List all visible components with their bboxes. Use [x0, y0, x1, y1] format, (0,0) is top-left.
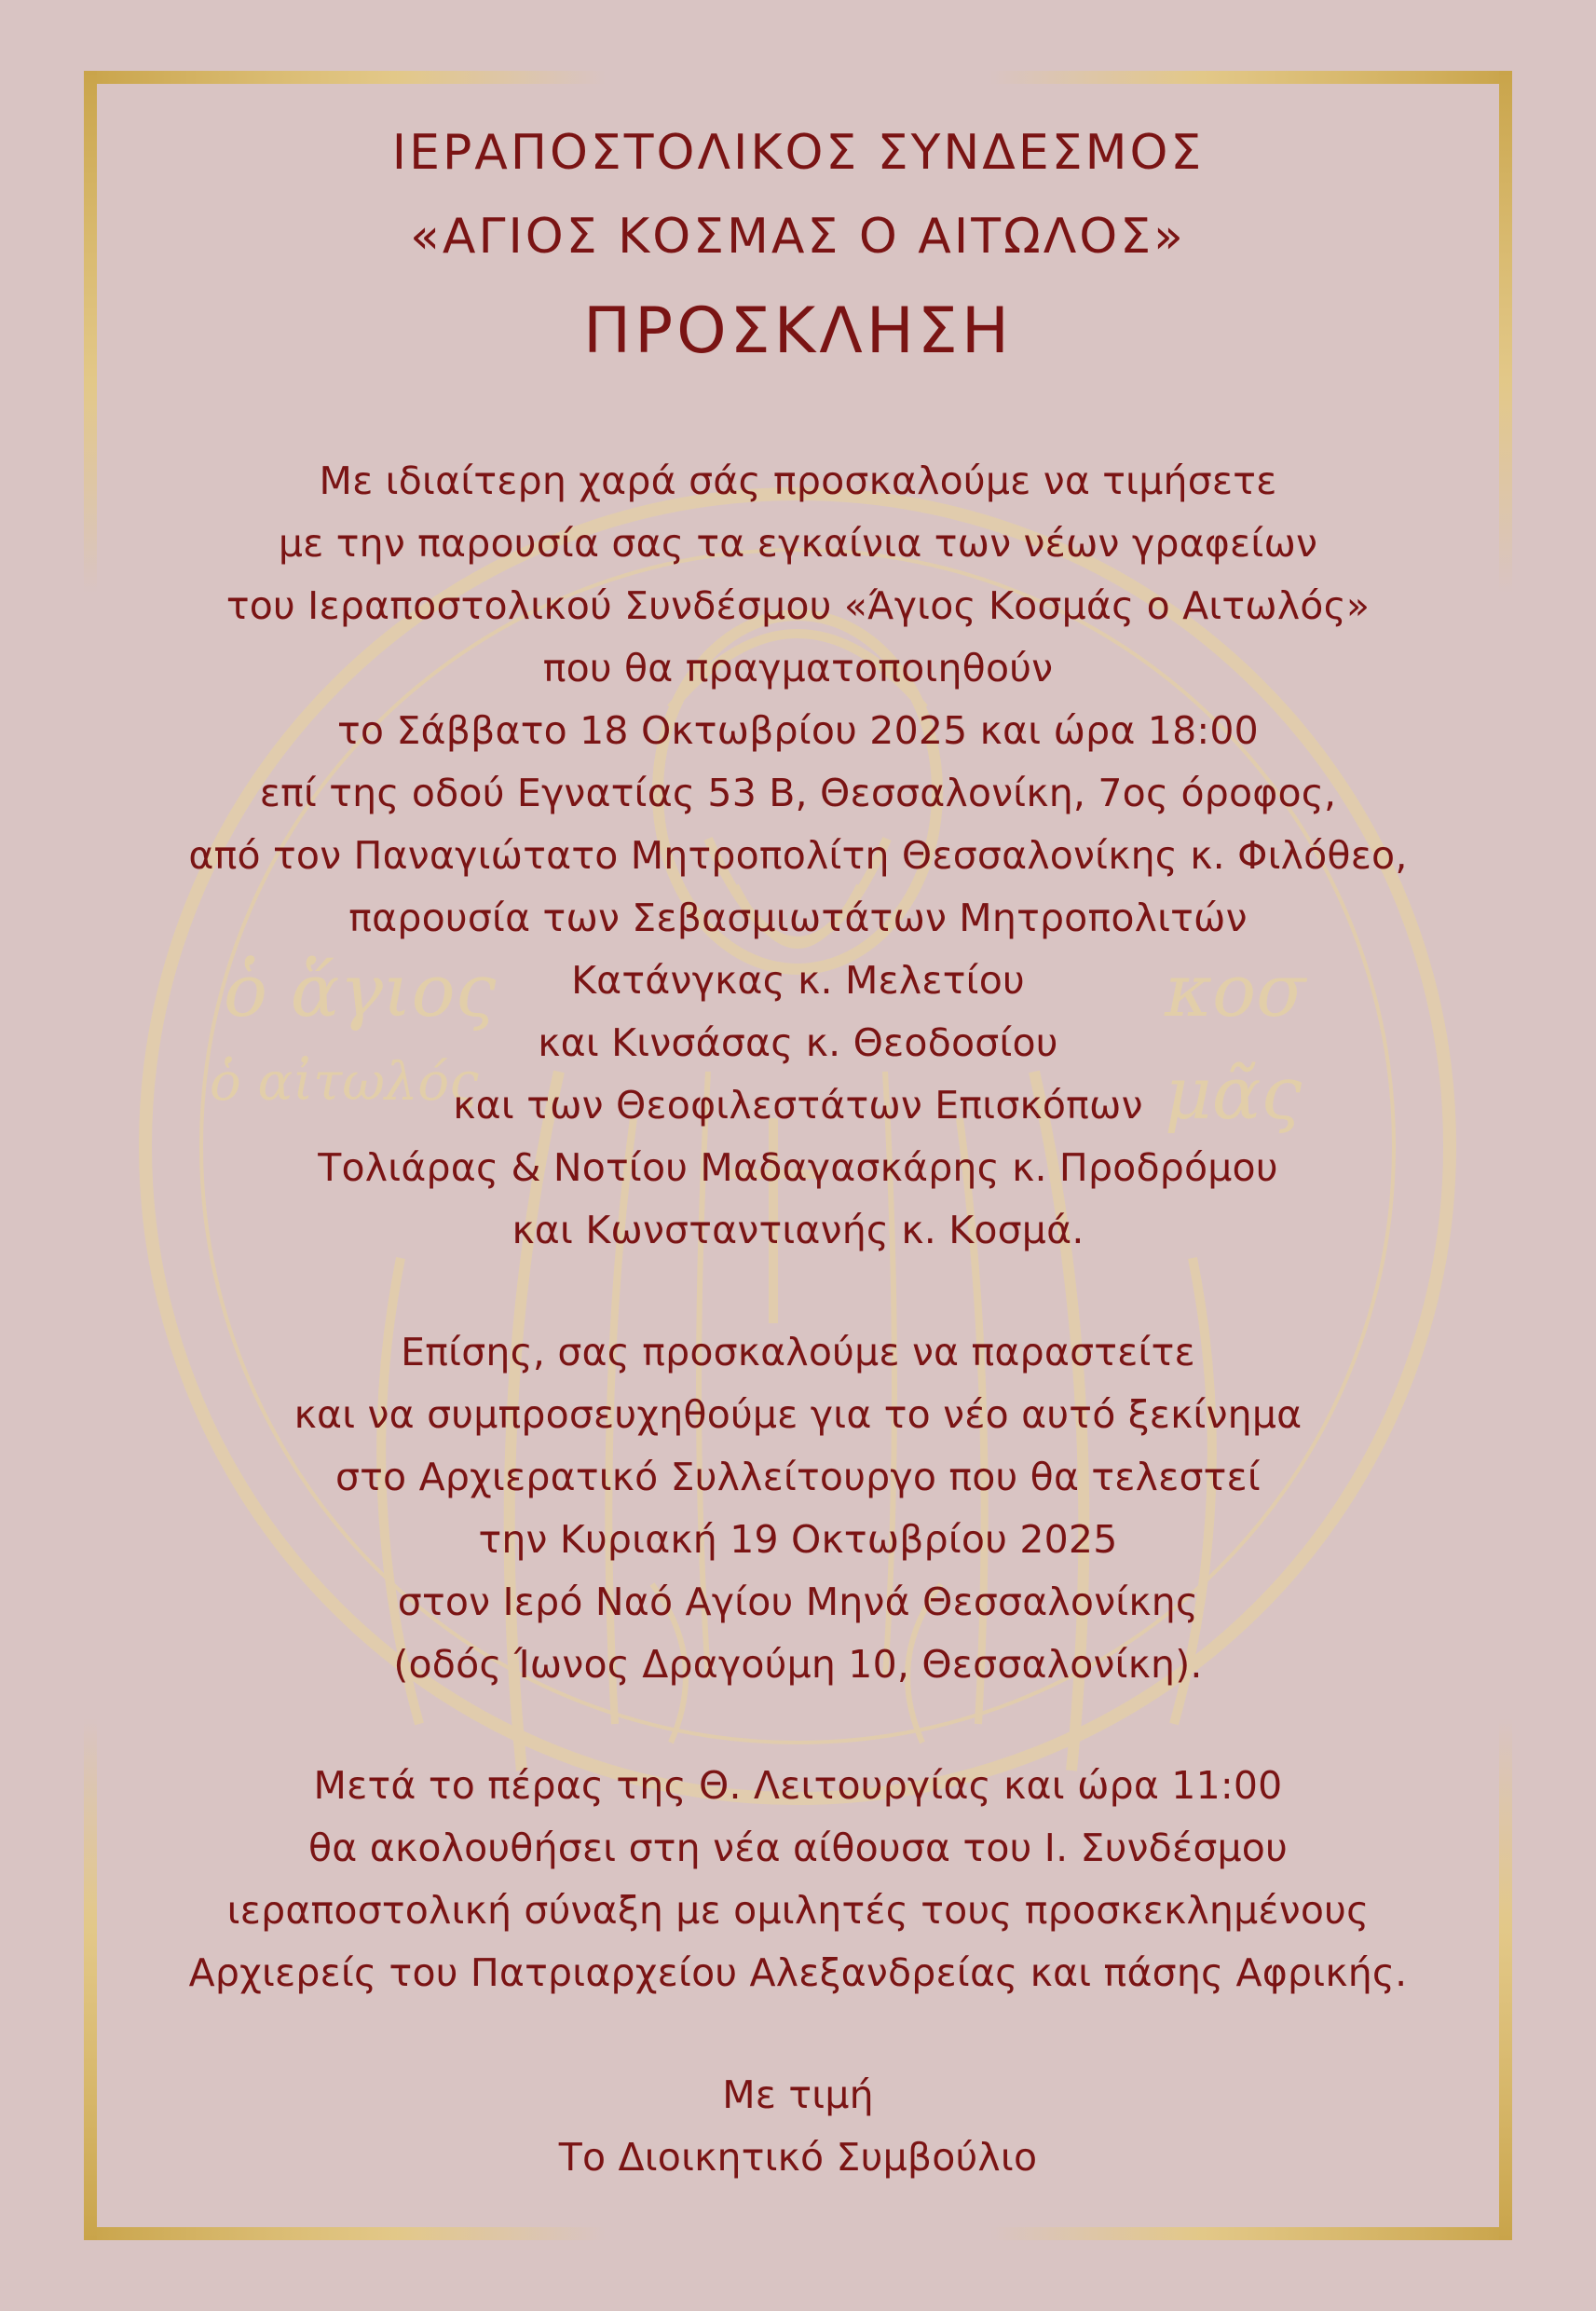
paragraph-1-line: του Ιεραποστολικού Συνδέσμου «Άγιος Κοσμάς ο Αιτωλός»: [225, 583, 1371, 628]
frame-top-left-horizontal: [84, 71, 606, 84]
paragraph-2-line: στον Ιερό Ναό Αγίου Μηνά Θεσσαλονίκης: [397, 1579, 1199, 1624]
paragraph-1-line: και Κωνσταντιανής κ. Κοσμά.: [512, 1208, 1084, 1252]
frame-bottom-left-horizontal: [84, 2227, 606, 2240]
paragraph-1-line: παρουσία των Σεβασμιωτάτων Μητροπολιτών: [348, 896, 1248, 940]
paragraph-1-line: το Σάββατο 18 Οκτωβρίου 2025 και ώρα 18:00: [337, 708, 1259, 753]
paragraph-1-line: επί της οδού Εγνατίας 53 Β, Θεσσαλονίκη, 7ος όροφος,: [259, 771, 1337, 815]
paragraph-1-line: με την παρουσία σας τα εγκαίνια των νέων γραφείων: [278, 521, 1318, 566]
paragraph-1-line: από τον Παναγιώτατο Μητροπολίτη Θεσσαλονίκης κ. Φιλόθεο,: [188, 833, 1408, 878]
emblem-left-text-2: ὁ αἰτωλός: [210, 1052, 479, 1113]
paragraph-1-line: Κατάνγκας κ. Μελετίου: [571, 958, 1025, 1003]
paragraph-2-line: την Κυριακή 19 Οκτωβρίου 2025: [478, 1517, 1118, 1562]
paragraph-2-line: στο Αρχιερατικό Συλλείτουργο που θα τελεστεί: [334, 1455, 1261, 1499]
paragraph-2-line: (οδός Ίωνος Δραγούμη 10, Θεσσαλονίκη).: [393, 1642, 1203, 1687]
paragraph-1-line: και των Θεοφιλεστάτων Επισκόπων: [453, 1083, 1143, 1128]
paragraph-2-line: Επίσης, σας προσκαλούμε να παραστείτε: [401, 1330, 1195, 1374]
paragraph-1-line: Με ιδιαίτερη χαρά σάς προσκαλούμε να τιμήσετε: [319, 458, 1277, 503]
paragraph-2-line: και να συμπροσευχηθούμε για το νέο αυτό ξεκίνημα: [293, 1392, 1303, 1437]
paragraph-1-line: που θα πραγματοποιηθούν: [542, 646, 1054, 691]
org-name-line-1: ΙΕΡΑΠΟΣΤΟΛΙΚΟΣ ΣΥΝΔΕΣΜΟΣ: [391, 125, 1205, 181]
page-title: ΠΡΟΣΚΛΗΣΗ: [583, 294, 1013, 368]
paragraph-1-line: και Κινσάσας κ. Θεοδοσίου: [538, 1020, 1058, 1065]
org-name-line-2: «ΑΓΙΟΣ ΚΟΣΜΑΣ Ο ΑΙΤΩΛΟΣ»: [410, 209, 1186, 265]
emblem-left-text-1: ὁ ἅγιος: [224, 950, 497, 1033]
emblem-right-text-2: μᾶς: [1165, 1052, 1303, 1136]
paragraph-1-line: Τολιάρας & Νοτίου Μαδαγασκάρης κ. Προδρόμου: [318, 1145, 1278, 1190]
emblem-right-text-1: κοσ: [1165, 950, 1306, 1033]
frame-bottom-right-horizontal: [990, 2227, 1512, 2240]
paragraph-3-line: Αρχιερείς του Πατριαρχείου Αλεξανδρείας και πάσης Αφρικής.: [188, 1950, 1408, 1995]
frame-top-right-horizontal: [990, 71, 1512, 84]
closing-line-1: Με τιμή: [722, 2072, 874, 2117]
paragraph-3-line: θα ακολουθήσει στη νέα αίθουσα του Ι. Συνδέσμου: [308, 1826, 1288, 1870]
paragraph-3-line: ιεραποστολική σύναξη με ομιλητές τους προσκεκλημένους: [226, 1888, 1370, 1933]
closing-signature: Το Διοικητικό Συμβούλιο: [558, 2135, 1038, 2180]
paragraph-3-line: Μετά το πέρας της Θ. Λειτουργίας και ώρα 11:00: [313, 1763, 1283, 1808]
